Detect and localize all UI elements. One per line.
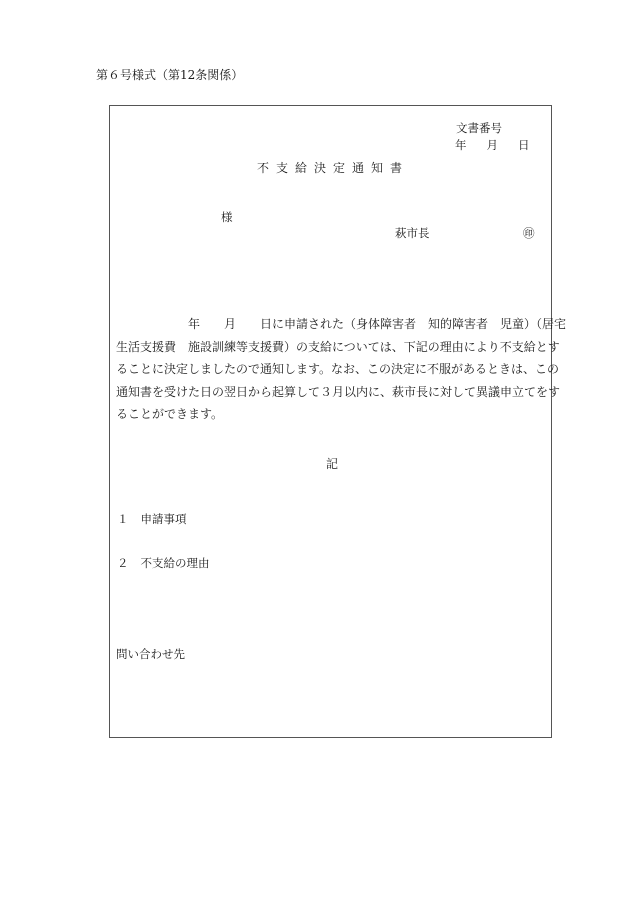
body-line: 通知書を受けた日の翌日から起算して３月以内に、萩市長に対して異議申立てをす (116, 384, 561, 399)
item-application-matter (117, 511, 187, 527)
document-title: 不支給決定通知書 (257, 161, 410, 175)
notice-body (116, 313, 567, 426)
issue-date (455, 137, 530, 153)
item-label: 申請事項 (140, 512, 187, 526)
body-line: 年 月 日に申請された（身体障害者 知的障害者 児童）（居宅 (116, 317, 567, 331)
contact-label: 問い合わせ先 (116, 647, 185, 661)
item-number: ２ (117, 556, 129, 570)
date-year: 年 (455, 138, 467, 152)
document-number-label: 文書番号 (456, 121, 502, 135)
date-day: 日 (518, 138, 530, 152)
item-number: １ (117, 512, 129, 526)
issuer-name: 萩市長 (395, 226, 430, 240)
body-line: 生活支援費 施設訓練等支援費）の支給については、下記の理由により不支給とす (116, 339, 560, 354)
item-reason (117, 555, 210, 571)
addressee-suffix: 様 (221, 210, 233, 224)
body-line: ることができます。 (116, 407, 224, 421)
ki-heading: 記 (326, 457, 339, 471)
form-number-label: 第６号様式（第12条関係） (96, 68, 244, 82)
body-line: ることに決定しましたので通知します。なお、この決定に不服があるときは、この (116, 362, 560, 376)
seal-mark: ㊞ (523, 226, 535, 240)
item-label: 不支給の理由 (140, 556, 210, 570)
date-month: 月 (486, 138, 498, 152)
